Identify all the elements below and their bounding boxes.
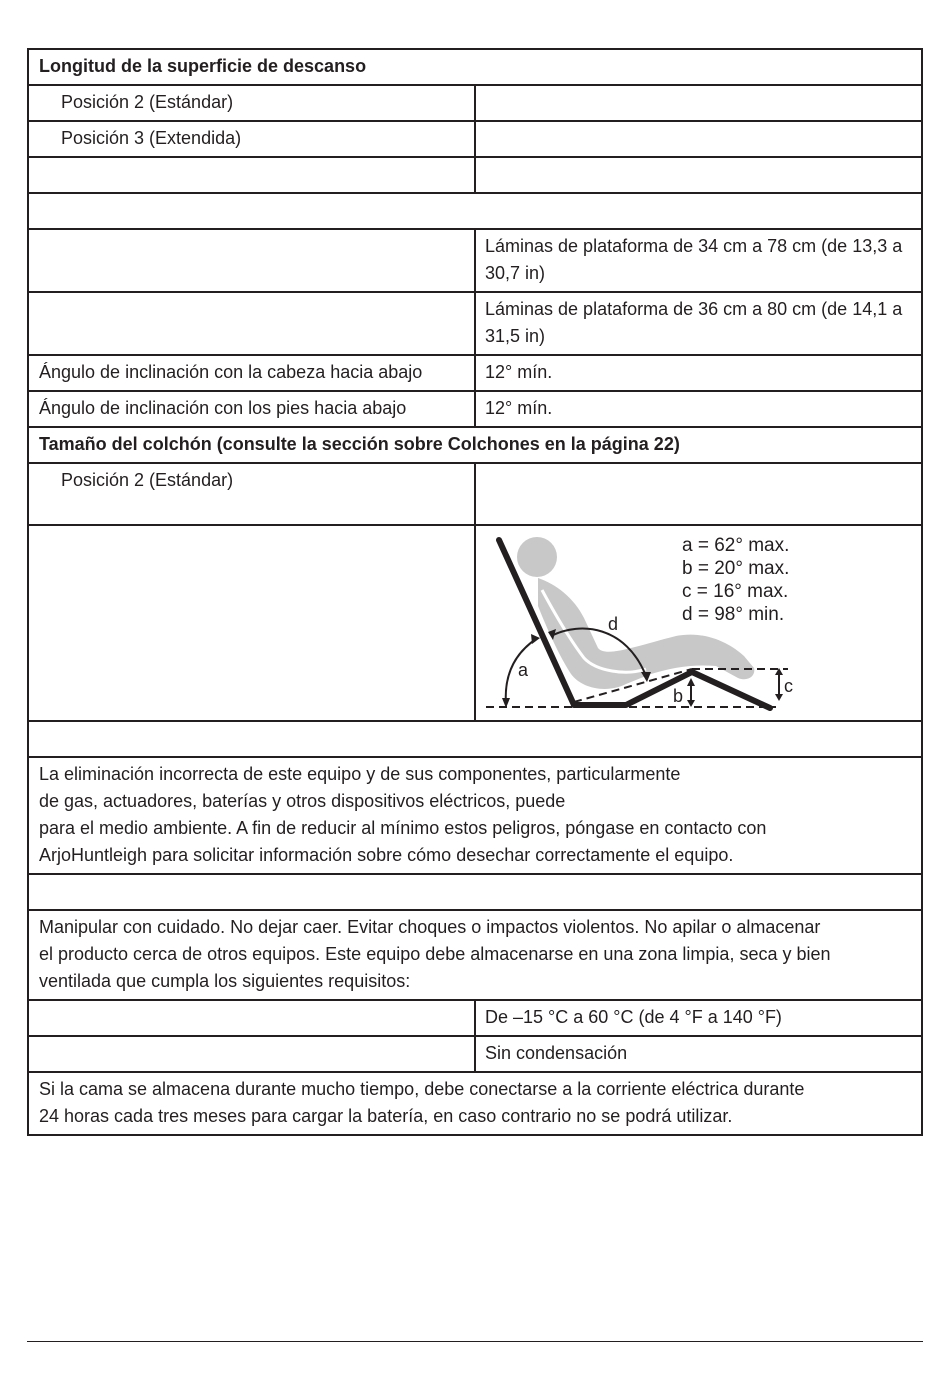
row-label: Posición 3 (Extendida) bbox=[28, 121, 475, 157]
table-row bbox=[28, 757, 922, 874]
row-label: Ángulo de inclinación con los pies hacia abajo bbox=[28, 391, 475, 427]
table-row bbox=[28, 1000, 922, 1036]
table-row bbox=[28, 292, 922, 355]
row-value bbox=[475, 157, 922, 193]
row-label bbox=[28, 1036, 475, 1072]
table-row bbox=[28, 910, 922, 1000]
row-value: 12° mín. bbox=[475, 355, 922, 391]
table-row bbox=[28, 85, 922, 121]
table-row bbox=[28, 355, 922, 391]
row-value: Láminas de plataforma de 36 cm a 80 cm (de 14,1 a 31,5 in) bbox=[475, 292, 922, 355]
legend-b: b = 20° max. bbox=[682, 558, 790, 579]
legend-a: a = 62° max. bbox=[682, 535, 790, 556]
row-label: Ángulo de inclinación con la cabeza hacia abajo bbox=[28, 355, 475, 391]
table-row bbox=[28, 193, 922, 229]
row-value: Sin condensación bbox=[475, 1036, 922, 1072]
table-row bbox=[28, 427, 922, 463]
label-c: c bbox=[784, 676, 793, 696]
row-label bbox=[28, 292, 475, 355]
table-row bbox=[28, 463, 922, 525]
table-row bbox=[28, 49, 922, 85]
label-b: b bbox=[673, 686, 684, 706]
footer-divider bbox=[27, 1341, 923, 1342]
section-heading bbox=[28, 193, 922, 229]
battery-paragraph: Si la cama se almacena durante mucho tiempo, debe conectarse a la corriente eléctrica durante 24 horas cada tres meses para cargar la batería, en caso contrario no se podrá utilizar. bbox=[28, 1072, 922, 1135]
section-heading-mattress-size: Tamaño del colchón (consulte la sección sobre Colchones en la página 22) bbox=[28, 427, 922, 463]
row-label bbox=[28, 229, 475, 292]
storage-paragraph: Manipular con cuidado. No dejar caer. Evitar choques o impactos violentos. No apilar o almacenar el producto cerca de otros equipos. Este equipo debe almacenarse en una zona limpia, seca y bien ventilada que cumpla los siguientes requisitos: bbox=[28, 910, 922, 1000]
table-row bbox=[28, 874, 922, 910]
table-row bbox=[28, 121, 922, 157]
section-heading-surface-length: Longitud de la superficie de descanso bbox=[28, 49, 922, 85]
row-value bbox=[475, 463, 922, 525]
disposal-paragraph: La eliminación incorrecta de este equipo y de sus componentes, particularmente de gas, actuadores, baterías y otros dispositivos eléctricos, puede para el medio ambiente. A fin de reducir al mínimo estos peligros, póngase en contacto con ArjoHuntleigh para solicitar información sobre cómo desechar correctamente el equipo. bbox=[28, 757, 922, 874]
table-row bbox=[28, 721, 922, 757]
label-a: a bbox=[518, 660, 529, 680]
cardiac-chair-diagram bbox=[476, 526, 950, 720]
label-d: d bbox=[608, 614, 619, 634]
section-heading bbox=[28, 721, 922, 757]
legend-d: d = 98° min. bbox=[682, 604, 785, 625]
table-row bbox=[28, 157, 922, 193]
section-heading bbox=[28, 874, 922, 910]
legend-c: c = 16° max. bbox=[682, 581, 789, 602]
row-value bbox=[475, 85, 922, 121]
row-label bbox=[28, 525, 475, 721]
specifications-table bbox=[27, 48, 923, 1136]
row-label: Posición 2 (Estándar) bbox=[28, 463, 475, 525]
row-value bbox=[475, 121, 922, 157]
table-row bbox=[28, 1036, 922, 1072]
cardiac-chair-figure-cell bbox=[475, 525, 922, 721]
row-value: 12° mín. bbox=[475, 391, 922, 427]
row-value: De –15 °C a 60 °C (de 4 °F a 140 °F) bbox=[475, 1000, 922, 1036]
row-label: Posición 2 (Estándar) bbox=[28, 85, 475, 121]
table-row bbox=[28, 1072, 922, 1135]
table-row bbox=[28, 391, 922, 427]
row-label bbox=[28, 157, 475, 193]
table-row bbox=[28, 229, 922, 292]
row-label bbox=[28, 1000, 475, 1036]
table-row bbox=[28, 525, 922, 721]
row-value: Láminas de plataforma de 34 cm a 78 cm (de 13,3 a 30,7 in) bbox=[475, 229, 922, 292]
